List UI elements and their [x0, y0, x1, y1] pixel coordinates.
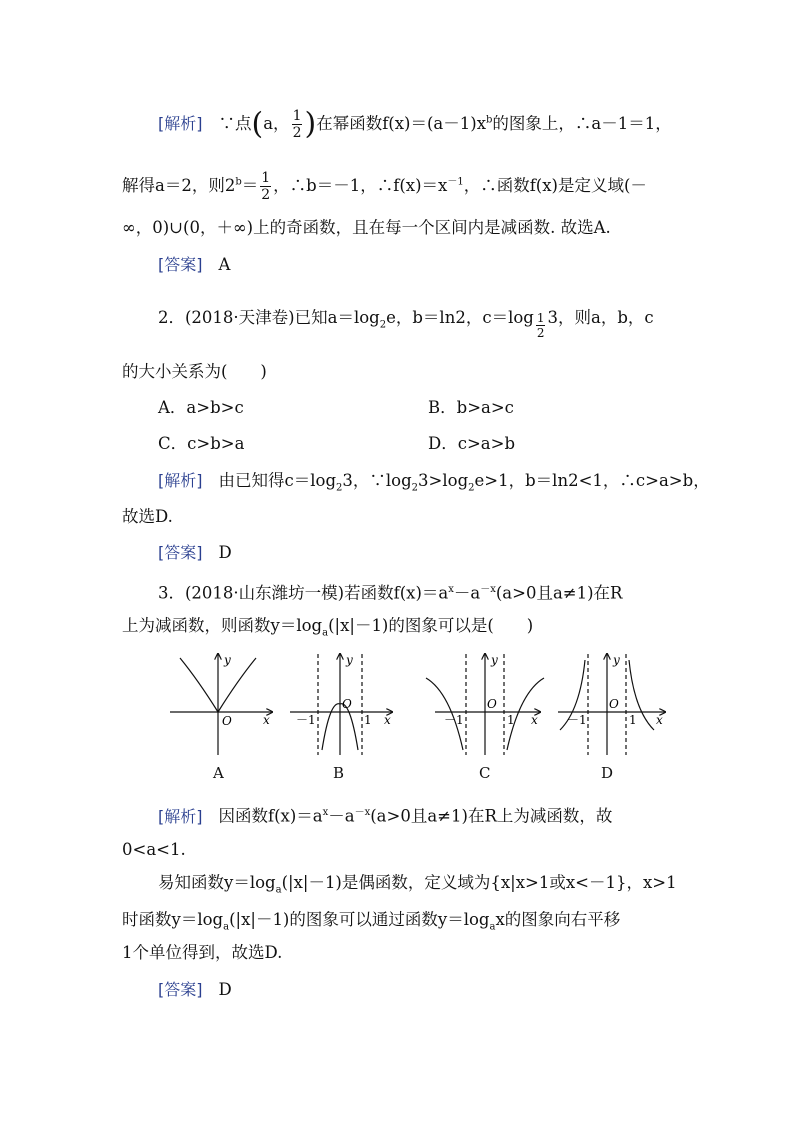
question-2-stem: 2．(2018·天津卷)已知$a=\log_2e$，b＝ln2，c＝log $\frac{1}{2}$ 3，则a，b，c	[158, 308, 654, 340]
option-b: B．b>a>c	[428, 398, 514, 417]
graph-label-a: A	[213, 764, 224, 782]
text: 在幂函数f(x)＝(a－1)x	[316, 114, 487, 133]
option-c: C．c>b>a	[158, 434, 245, 453]
analysis-line-3: ∞，0)∪(0，＋∞)上的奇函数，且在每一个区间内是减函数. 故选A.	[122, 218, 611, 237]
svg-text:－1: －1	[444, 713, 464, 727]
analysis-label: [解析]	[158, 114, 203, 133]
answer-line-1	[158, 253, 230, 277]
svg-text:O: O	[487, 697, 497, 711]
analysis-3-line-1: [解析] 因函数$f(x)=a^x-a^{-x}(a>0$且a≠1)在R上为减函数，故	[158, 806, 613, 826]
graph-c	[426, 654, 544, 755]
svg-text:O: O	[609, 697, 619, 711]
analysis-3-line-2: 0<a<1.	[122, 840, 186, 859]
left-paren: (	[251, 106, 264, 142]
svg-text:－1: －1	[296, 713, 316, 727]
svg-text:y: y	[346, 653, 353, 667]
curve-left	[180, 658, 218, 712]
text: 的图象上，∴a－1＝1，	[492, 114, 672, 133]
svg-text:x: x	[656, 713, 663, 727]
analysis-2-line-1: [解析] 由已知得$c=\log_23$，$\because\log_23>\log_2e>1$，b＝ln2<1，∴c>a>b，	[158, 471, 710, 494]
svg-text:－1: －1	[567, 713, 587, 727]
svg-text:O: O	[342, 697, 352, 711]
right-paren: )	[304, 106, 317, 142]
answer-line-2: [答案] D	[158, 543, 232, 562]
option-a: A．a>b>c	[158, 398, 244, 417]
question-2-line-2: 的大小关系为( )	[122, 362, 267, 381]
answer-value: D	[218, 543, 232, 562]
answer-value: D	[218, 980, 232, 999]
question-3-line-2: 上为减函数，则函数$y=\log_a(|x|-1)$的图象可以是( )	[122, 616, 534, 639]
analysis-line-1: [解析] ∵点(a， $\frac{1}{2}$ )在幂函数$f(x)=(a-1)x^b$的图象上，∴a－1＝1，	[158, 106, 672, 142]
analysis-line-2: 解得a＝2，则$2^b=$ $\frac{1}{2}$ ，∴b＝－1，$\therefore f(x)=x^{-1}$，∴函数f(x)是定义域(－	[122, 170, 647, 203]
origin-label: O	[222, 714, 232, 728]
svg-text:1: 1	[507, 713, 515, 727]
text: a，	[263, 114, 290, 133]
log-base-fraction: $\frac{1}{2}$	[536, 311, 545, 340]
answer-label: [答案]	[158, 255, 203, 274]
option-graphs	[160, 650, 670, 765]
analysis-3-line-3: 易知函数$y=\log_a(|x|-1)$是偶函数，定义域为{x|x>1或x<－1}，x>1	[158, 873, 677, 896]
analysis-3-line-5: 1个单位得到，故选D.	[122, 943, 283, 962]
svg-text:y: y	[491, 653, 498, 667]
svg-text:y: y	[613, 653, 620, 667]
y-label: y	[224, 653, 231, 667]
question-3-stem: 3．(2018·山东潍坊一模)若函数$f(x)=a^x-a^{-x}(a>0$且a≠1)在R	[158, 583, 623, 603]
graph-label-d: D	[601, 764, 614, 782]
graph-label-b: B	[333, 764, 345, 782]
text: ∵点	[218, 114, 252, 133]
answer-value: A	[218, 255, 231, 274]
graph-a	[170, 654, 272, 755]
svg-text:x: x	[531, 713, 538, 727]
fraction: $\frac{1}{2}$	[261, 170, 271, 203]
analysis-2-line-2: 故选D.	[122, 507, 173, 526]
x-label: x	[263, 713, 270, 727]
option-d: D．c>a>b	[428, 434, 516, 453]
fraction: $\frac{1}{2}$	[292, 108, 302, 141]
graph-label-c: C	[479, 764, 491, 782]
svg-text:1: 1	[364, 713, 372, 727]
answer-line-3: [答案] D	[158, 980, 232, 999]
svg-text:x: x	[384, 713, 391, 727]
graph-b	[290, 654, 392, 755]
analysis-3-line-4: 时函数$y=\log_a(|x|-1)$的图象可以通过函数$y=\log_ax$的图象向右平移	[122, 910, 621, 933]
svg-text:1: 1	[629, 713, 637, 727]
